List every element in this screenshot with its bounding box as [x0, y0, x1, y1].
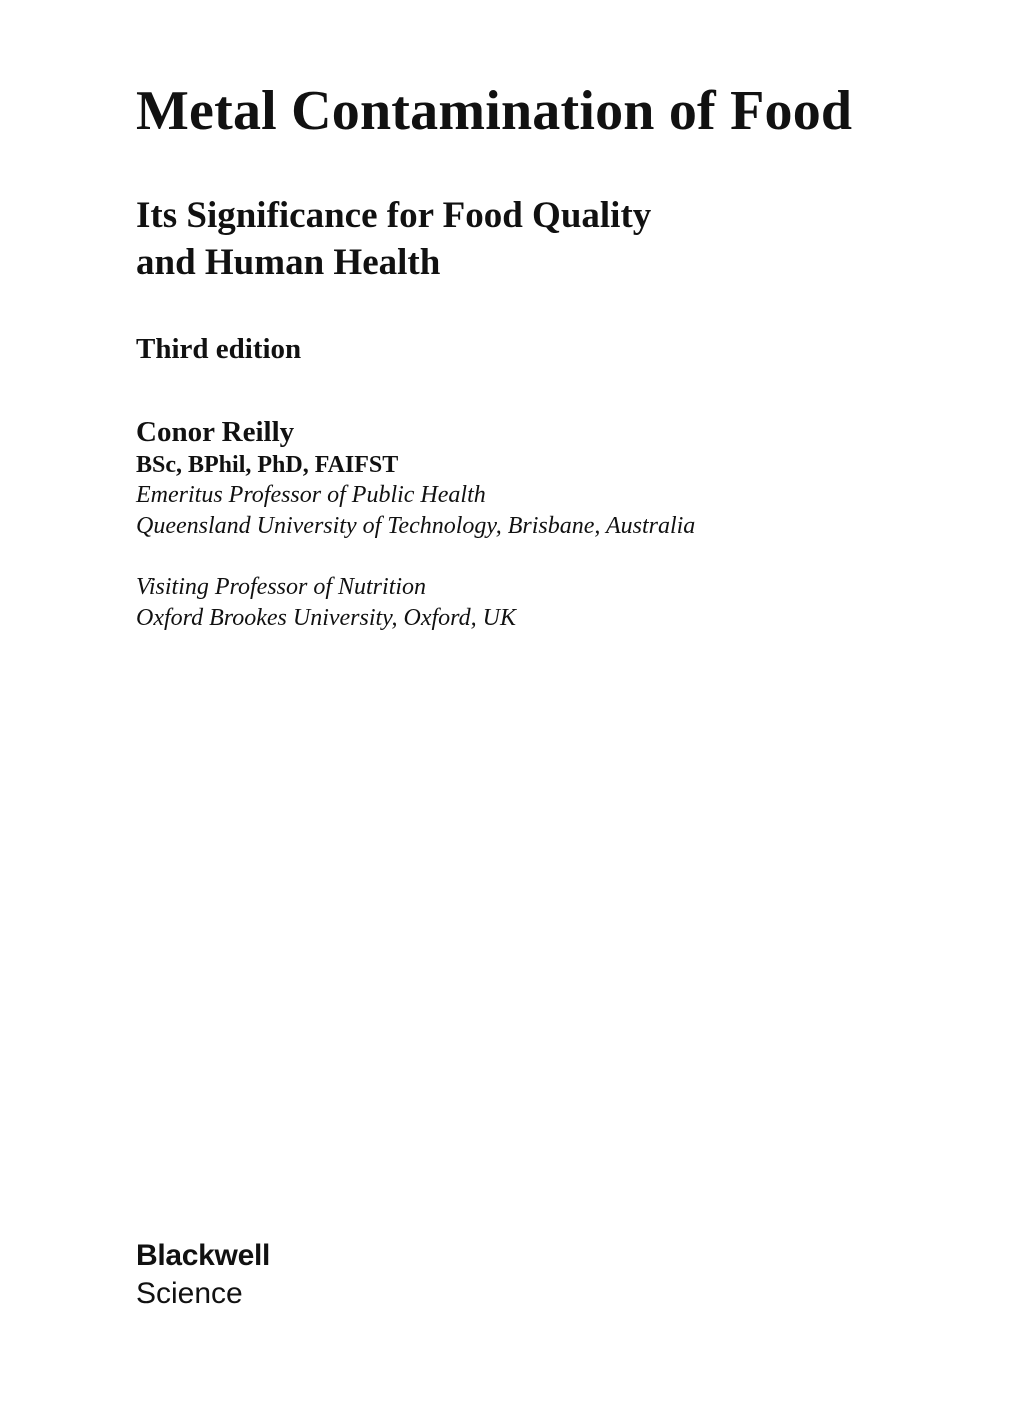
affiliation-institution-1: Queensland University of Technology, Brisbane, Australia: [136, 513, 696, 539]
publisher-name-line-1: Blackwell: [136, 1239, 271, 1272]
book-subtitle: [136, 192, 651, 286]
author-block: [136, 414, 695, 634]
affiliation-spacer: [136, 542, 695, 572]
affiliation-title-2: Visiting Professor of Nutrition: [136, 574, 427, 600]
edition-label: Third edition: [136, 333, 302, 365]
subtitle-line-1: Its Significance for Food Quality: [136, 195, 652, 236]
publisher-name-line-2: Science: [136, 1277, 243, 1310]
affiliation-institution-2: Oxford Brookes University, Oxford, UK: [136, 605, 516, 631]
publisher-logo: [136, 1237, 270, 1313]
author-name: Conor Reilly: [136, 416, 295, 448]
affiliation-title-1: Emeritus Professor of Public Health: [136, 482, 486, 508]
author-credentials: BSc, BPhil, PhD, FAIFST: [136, 452, 399, 478]
subtitle-line-2: and Human Health: [136, 242, 441, 283]
book-title: Metal Contamination of Food: [136, 80, 853, 142]
